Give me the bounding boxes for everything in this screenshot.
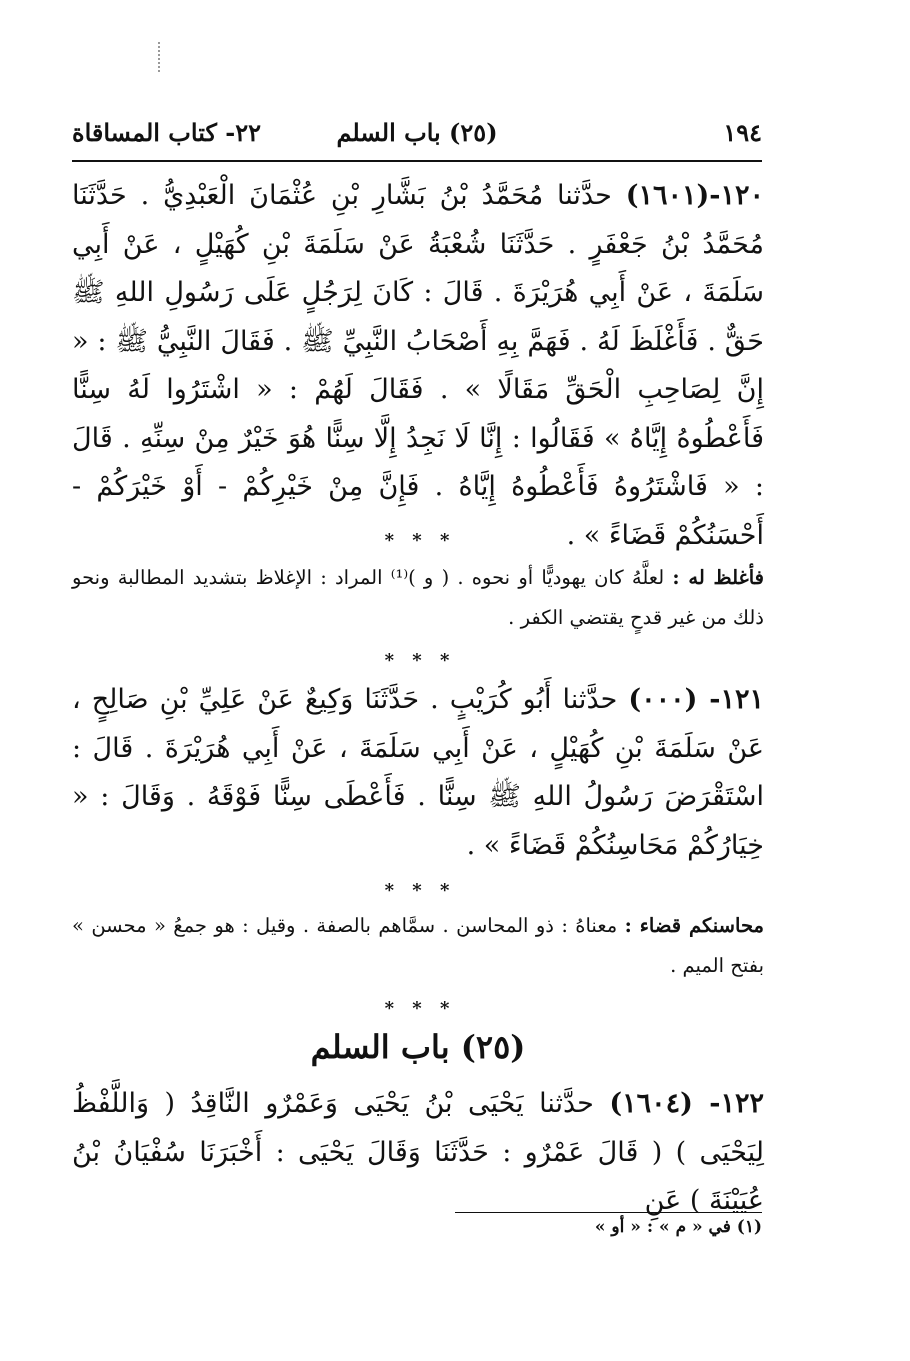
- separator-stars: * * *: [384, 880, 456, 901]
- section-heading: (٢٥) باب السلم: [310, 1028, 526, 1066]
- page-number: ١٩٤: [723, 118, 762, 147]
- separator-stars: * * *: [384, 650, 456, 671]
- note-121: [72, 906, 764, 986]
- header-rule: [72, 160, 762, 162]
- note-text: معناهُ : ذو المحاسن . سمَّاهم بالصفة . وقيل : هو جمعُ « محسن » بفتح الميم .: [72, 914, 764, 977]
- scan-mark: [158, 42, 162, 72]
- note-120: [72, 558, 764, 638]
- chapter-title: (٢٥) باب السلم: [336, 118, 498, 147]
- separator-stars: * * *: [384, 998, 456, 1019]
- hadith-text: حدَّثنا أَبُو كُرَيْبٍ . حَدَّثَنَا وَكِيعٌ عَنْ عَلِيِّ بْنِ صَالِحٍ ، عَنْ سَلَمَةَ بْنِ كُهَيْلٍ ، عَنْ أَبِي سَلَمَةَ ، عَنْ أَبِي هُرَيْرَةَ . قَالَ : اسْتَقْرَضَ رَسُولُ اللهِ ﷺ سِنًّا . فَأَعْطَى سِنًّا فَوْقَهُ . وَقَالَ : « خِيَارُكُمْ مَحَاسِنُكُمْ قَضَاءً » .: [72, 684, 764, 861]
- hadith-number: ١٢١- (٠٠٠): [628, 684, 764, 715]
- note-keyword: فأغلظ له :: [672, 566, 764, 589]
- note-text: لعلَّهُ كان يهوديًّا أو نحوه . ( و )⁽¹⁾ المراد : الإغلاظ بتشديد المطالبة ونحو ذلك من غير قدحٍ يقتضي الكفر .: [72, 566, 764, 629]
- hadith-120: [72, 172, 764, 560]
- hadith-text: حدَّثنا يَحْيَى بْنُ يَحْيَى وَعَمْرٌو النَّاقِدُ ( وَاللَّفْظُ لِيَحْيَى ) ( قَالَ عَمْرٌو : حَدَّثَنَا وَقَالَ يَحْيَى : أَخْبَرَنَا سُفْيَانُ بْنُ عُيَيْنَةَ ) عَنِ: [72, 1088, 764, 1216]
- hadith-number: ١٢٠-(١٦٠١): [625, 180, 764, 211]
- hadith-number: ١٢٢- (١٦٠٤): [609, 1088, 764, 1119]
- note-keyword: محاسنكم قضاء :: [624, 914, 764, 937]
- footnote: (١) في « م » : « أو »: [594, 1217, 762, 1237]
- hadith-122: [72, 1080, 764, 1226]
- book-title: ٢٢- كتاب المساقاة: [72, 118, 261, 147]
- running-header: [72, 118, 762, 158]
- separator-stars: * * *: [384, 530, 456, 551]
- hadith-121: [72, 676, 764, 870]
- hadith-text: حدَّثنا مُحَمَّدُ بْنُ بَشَّارِ بْنِ عُثْمَانَ الْعَبْدِيُّ . حَدَّثَنَا مُحَمَّدُ بْنُ جَعْفَرٍ . حَدَّثَنَا شُعْبَةُ عَنْ سَلَمَةَ بْنِ كُهَيْلٍ ، عَنْ أَبِي سَلَمَةَ ، عَنْ أَبِي هُرَيْرَةَ . قَالَ : كَانَ لِرَجُلٍ عَلَى رَسُولِ اللهِ ﷺ حَقٌّ . فَأَغْلَظَ لَهُ . فَهَمَّ بِهِ أَصْحَابُ النَّبِيِّ ﷺ . فَقَالَ النَّبِيُّ ﷺ : « إِنَّ لِصَاحِبِ الْحَقِّ مَقَالًا » . فَقَالَ لَهُمْ : « اشْتَرُوا لَهُ سِنًّا فَأَعْطُوهُ إِيَّاهُ » فَقَالُوا : إِنَّا لَا نَجِدُ إِلَّا سِنًّا هُوَ خَيْرٌ مِنْ سِنِّهِ . قَالَ : « فَاشْتَرُوهُ فَأَعْطُوهُ إِيَّاهُ . فَإِنَّ مِنْ خَيْرِكُمْ - أَوْ خَيْرَكُمْ - أَحْسَنُكُمْ قَضَاءً » .: [72, 180, 764, 551]
- footnote-rule: [455, 1212, 762, 1213]
